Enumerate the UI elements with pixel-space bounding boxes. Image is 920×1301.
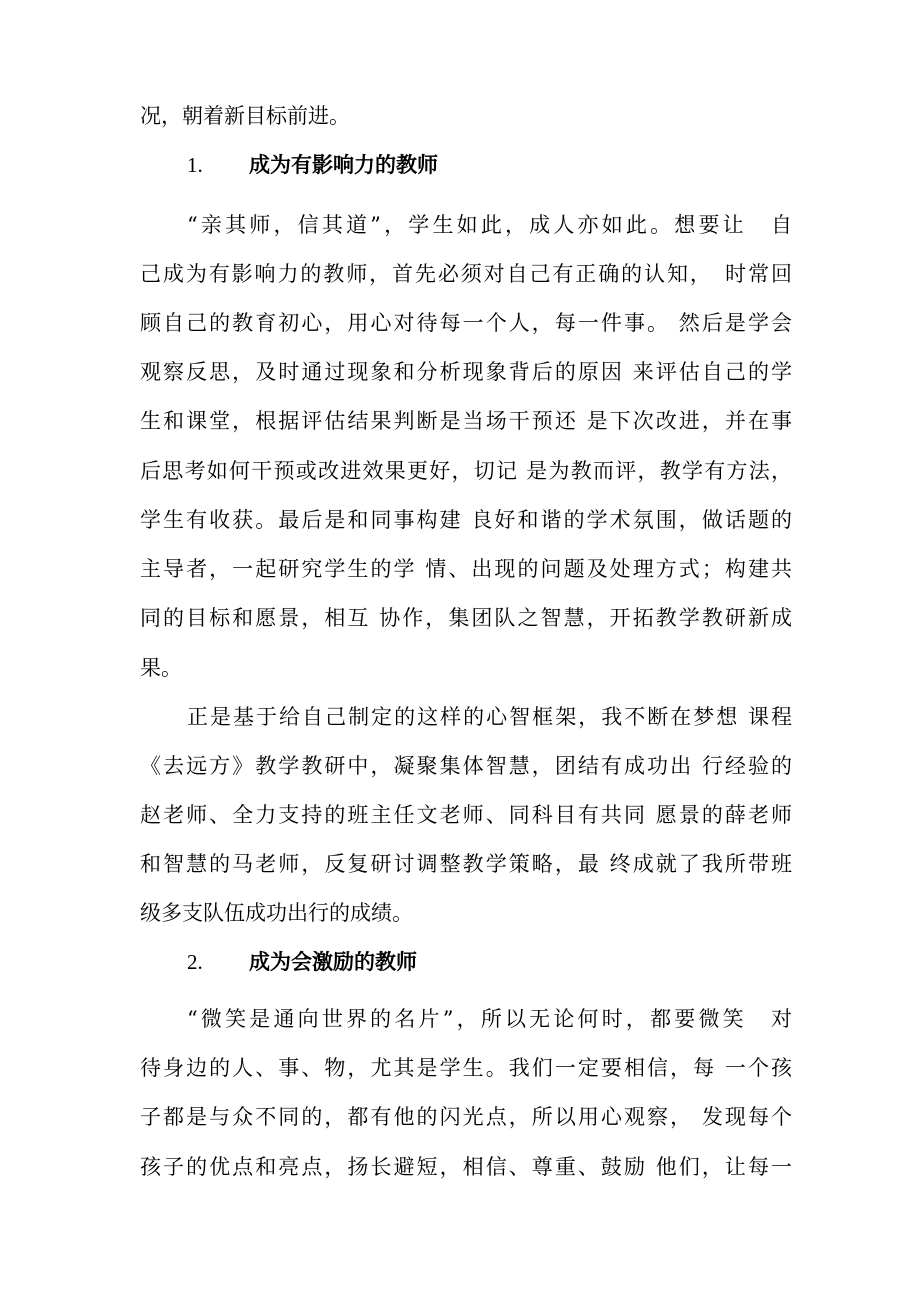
paragraph-line: 学生有收获。最后是和同事构建 良好和谐的学术氛围，做话题的: [140, 508, 792, 532]
paragraph-line: 级多支队伍成功出行的成绩。: [140, 901, 413, 925]
paragraph-line: 生和课堂，根据评估结果判断是当场干预还 是下次改进，并在事: [140, 409, 792, 433]
paragraph-line: “亲其师，信其道”，学生如此，成人亦如此。想要让 自: [187, 213, 792, 237]
paragraph-line: 果。: [140, 656, 182, 680]
paragraph-line: 赵老师、全力支持的班主任文老师、同科目有共同 愿景的薛老师: [140, 803, 792, 827]
paragraph-line: 和智慧的马老师，反复研讨调整教学策略，最 终成就了我所带班: [140, 852, 792, 876]
paragraph-line: 待身边的人、事、物，尤其是学生。我们一定要相信，每 一个孩: [140, 1056, 792, 1080]
section-2-number: 2.: [187, 950, 203, 974]
section-1-number: 1.: [187, 153, 203, 177]
paragraph-line: 孩子的优点和亮点，扬长避短，相信、尊重、鼓励 他们，让每一: [140, 1155, 792, 1179]
paragraph-line: 同的目标和愿景，相互 协作，集团队之智慧，开拓教学教研新成: [140, 606, 792, 630]
paragraph-line: 正是基于给自己制定的这样的心智框架，我不断在梦想 课程: [187, 705, 792, 729]
paragraph-line: 观察反思，及时通过现象和分析现象背后的原因 来评估自己的学: [140, 360, 792, 384]
paragraph-line: 后思考如何干预或改进效果更好，切记 是为教而评，教学有方法，: [140, 459, 792, 483]
paragraph-line: 己成为有影响力的教师，首先必须对自己有正确的认知， 时常回: [140, 262, 792, 286]
paragraph-line: 主导者，一起研究学生的学 情、出现的问题及处理方式；构建共: [140, 557, 792, 581]
continuation-line: 况，朝着新目标前进。: [140, 104, 350, 128]
paragraph-line: “微笑是通向世界的名片”，所以无论何时，都要微笑 对: [187, 1007, 792, 1031]
section-2-title: 成为会激励的教师: [249, 949, 417, 974]
paragraph-line: 《去远方》教学教研中，凝聚集体智慧，团结有成功出 行经验的: [140, 754, 792, 778]
paragraph-line: 子都是与众不同的，都有他的闪光点，所以用心观察， 发现每个: [140, 1105, 792, 1129]
section-1-title: 成为有影响力的教师: [249, 152, 438, 177]
paragraph-line: 顾自己的教育初心，用心对待每一个人，每一件事。 然后是学会: [140, 311, 792, 335]
